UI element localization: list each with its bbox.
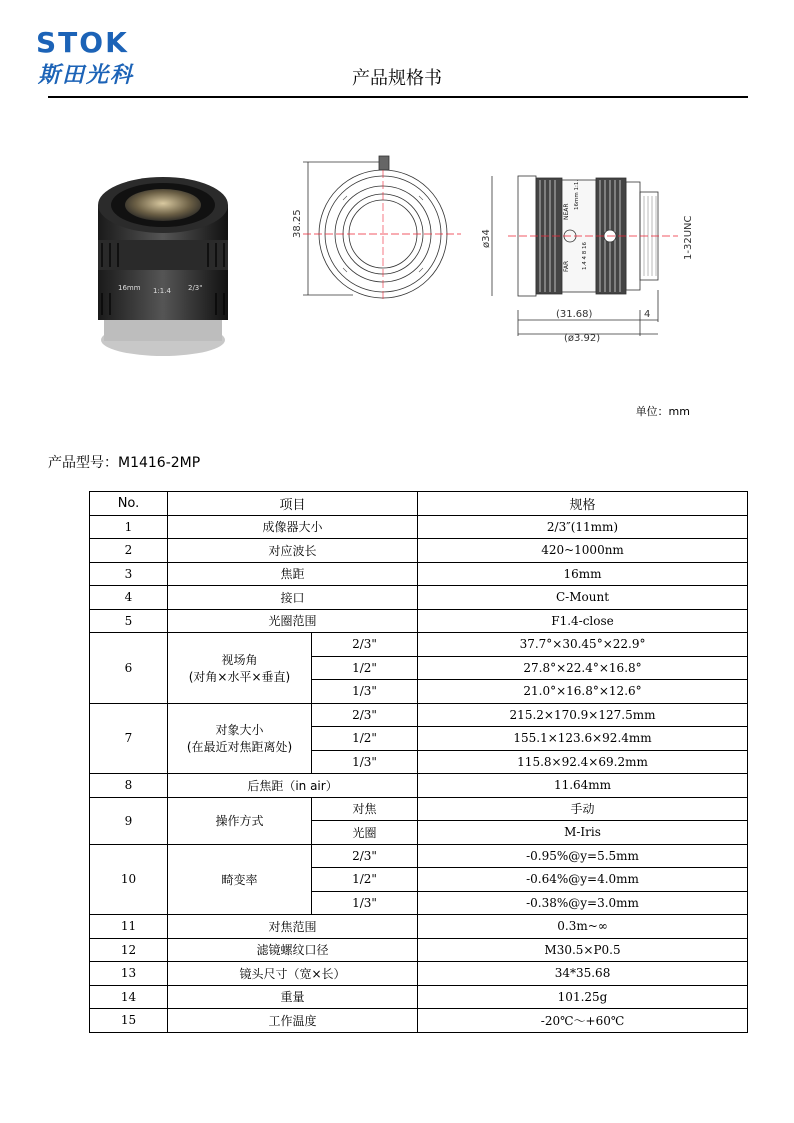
row-no: 5: [90, 609, 168, 633]
dim-diameter-label: ø34: [481, 229, 492, 248]
lens-photo: [88, 165, 238, 365]
logo-text: STOK: [36, 26, 129, 59]
row-no: 8: [90, 774, 168, 798]
row-item: 滤镜螺纹口径: [168, 938, 418, 962]
dim-height-label: 38.25: [292, 209, 303, 238]
table-row: [90, 539, 748, 563]
row-sub: 对焦: [312, 797, 418, 821]
row-spec: 手动: [418, 797, 748, 821]
table-row: [90, 915, 748, 939]
row-item: 成像器大小: [168, 515, 418, 539]
row-spec: -0.64%@y=4.0mm: [418, 868, 748, 892]
row-sub: 1/2": [312, 727, 418, 751]
side-view-drawing: [478, 160, 718, 350]
table-row: [90, 774, 748, 798]
row-item-title: 对象大小: [215, 723, 264, 738]
photo-aperture-label: 1:1.4: [153, 287, 171, 295]
row-sub: 1/3": [312, 891, 418, 915]
row-no: 12: [90, 938, 168, 962]
row-item: [168, 703, 312, 774]
dim-length-label: (31.68): [556, 309, 593, 320]
row-item-subtitle: (对角×水平×垂直): [188, 669, 291, 684]
row-no: 9: [90, 797, 168, 844]
table-row: [90, 985, 748, 1009]
row-item: 对焦范围: [168, 915, 418, 939]
row-no: 1: [90, 515, 168, 539]
row-spec: 0.3m~∞: [418, 915, 748, 939]
dim-total-label: (ø3.92): [564, 333, 601, 344]
row-spec: 11.64mm: [418, 774, 748, 798]
table-header-row: [90, 492, 748, 516]
row-spec: 101.25g: [418, 985, 748, 1009]
row-spec: 420~1000nm: [418, 539, 748, 563]
photo-focal-label: 16mm: [118, 284, 141, 292]
row-item: 后焦距（in air）: [168, 774, 418, 798]
header-spec: 规格: [418, 492, 748, 516]
header-rule: [48, 96, 748, 98]
row-sub: 光圈: [312, 821, 418, 845]
row-no: 4: [90, 586, 168, 610]
row-no: 7: [90, 703, 168, 774]
row-sub: 2/3": [312, 844, 418, 868]
side-far-label: FAR: [563, 260, 570, 272]
dim-flange-label: 4: [644, 309, 651, 320]
row-spec: M30.5×P0.5: [418, 938, 748, 962]
header-item: 项目: [168, 492, 418, 516]
table-row: [90, 633, 748, 657]
row-no: 11: [90, 915, 168, 939]
row-item: 接口: [168, 586, 418, 610]
row-spec: 115.8×92.4×69.2mm: [418, 750, 748, 774]
unit-label: 单位：mm: [635, 405, 690, 418]
row-spec: F1.4-close: [418, 609, 748, 633]
header-no: No.: [90, 492, 168, 516]
row-no: 15: [90, 1009, 168, 1033]
row-no: 14: [90, 985, 168, 1009]
table-row: [90, 515, 748, 539]
row-no: 10: [90, 844, 168, 915]
row-spec: 16mm: [418, 562, 748, 586]
row-item: [168, 633, 312, 704]
table-row: [90, 844, 748, 868]
row-no: 6: [90, 633, 168, 704]
table-row: [90, 962, 748, 986]
row-spec: -0.95%@y=5.5mm: [418, 844, 748, 868]
row-sub: 2/3": [312, 703, 418, 727]
row-item-subtitle: (在最近对焦距离处): [186, 740, 293, 755]
row-spec: 2/3″(11mm): [418, 515, 748, 539]
row-sub: 1/3": [312, 750, 418, 774]
front-view-drawing: [283, 150, 463, 310]
row-item: 光圈范围: [168, 609, 418, 633]
row-spec: -0.38%@y=3.0mm: [418, 891, 748, 915]
model-label: 产品型号：M1416-2MP: [48, 455, 201, 471]
row-no: 2: [90, 539, 168, 563]
side-near-label: NEAR: [563, 203, 570, 220]
row-item: 操作方式: [168, 797, 312, 844]
row-sub: 1/2": [312, 656, 418, 680]
table-row: [90, 1009, 748, 1033]
row-item: 工作温度: [168, 1009, 418, 1033]
row-spec: 215.2×170.9×127.5mm: [418, 703, 748, 727]
row-no: 3: [90, 562, 168, 586]
table-row: [90, 586, 748, 610]
spec-table: [89, 491, 748, 1033]
row-sub: 2/3": [312, 633, 418, 657]
row-item: 对应波长: [168, 539, 418, 563]
row-spec: M-Iris: [418, 821, 748, 845]
table-row: [90, 562, 748, 586]
row-item: 焦距: [168, 562, 418, 586]
row-spec: 27.8°×22.4°×16.8°: [418, 656, 748, 680]
logo-subtext: 斯田光科: [38, 63, 135, 88]
row-item: 镜头尺寸（宽×长）: [168, 962, 418, 986]
row-sub: 1/3": [312, 680, 418, 704]
row-item: 重量: [168, 985, 418, 1009]
dim-thread-label: 1-32UNC: [683, 215, 694, 260]
photo-format-label: 2/3": [188, 284, 203, 292]
row-spec: 21.0°×16.8°×12.6°: [418, 680, 748, 704]
side-scale-label: 1.4 4 8 16: [582, 242, 588, 270]
row-spec: -20℃～+60℃: [418, 1009, 748, 1033]
row-item: 畸变率: [168, 844, 312, 915]
table-row: [90, 609, 748, 633]
row-no: 13: [90, 962, 168, 986]
row-spec: C-Mount: [418, 586, 748, 610]
row-sub: 1/2": [312, 868, 418, 892]
table-row: [90, 703, 748, 727]
side-model-label: 16mm 1:1.: [574, 179, 580, 210]
row-spec: 34*35.68: [418, 962, 748, 986]
table-row: [90, 938, 748, 962]
row-spec: 155.1×123.6×92.4mm: [418, 727, 748, 751]
table-row: [90, 797, 748, 821]
row-item-title: 视场角: [221, 652, 258, 667]
row-spec: 37.7°×30.45°×22.9°: [418, 633, 748, 657]
document-title: 产品规格书: [352, 68, 442, 89]
